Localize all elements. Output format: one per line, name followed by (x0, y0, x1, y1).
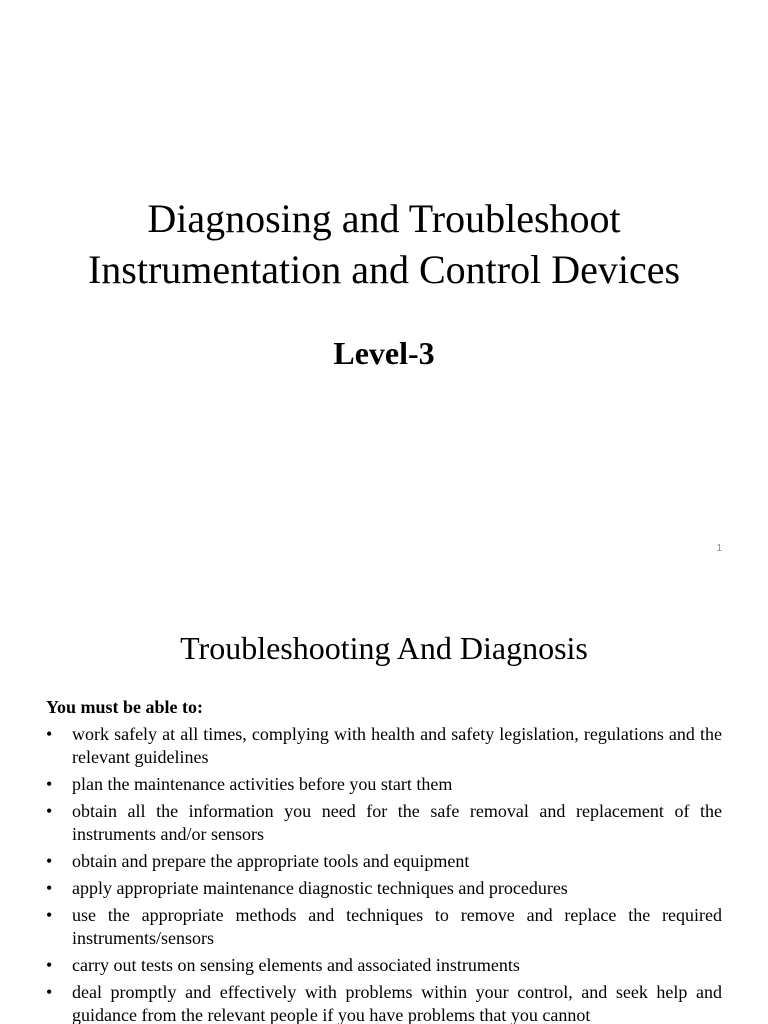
bullet-icon: • (46, 801, 53, 821)
slide-heading: Troubleshooting And Diagnosis (180, 630, 588, 666)
bullet-item (46, 850, 722, 873)
bullet-icon: • (46, 878, 53, 898)
bullet-item (46, 904, 722, 950)
bullet-text: obtain and prepare the appropriate tools and equipment (72, 851, 470, 871)
bullet-list (46, 723, 722, 1024)
bullet-icon: • (46, 851, 53, 871)
slide-content (46, 696, 722, 1024)
bullet-item (46, 981, 722, 1024)
bullet-text: use the appropriate methods and techniques to remove and replace the required instruments/sensors (72, 905, 722, 948)
bullet-icon: • (46, 905, 53, 925)
bullet-icon: • (46, 774, 53, 794)
bullet-item (46, 954, 722, 977)
bullet-text: work safely at all times, complying with health and safety legislation, regulations and the relevant guidelines (72, 724, 722, 767)
bullet-text: obtain all the information you need for the safe removal and replacement of the instruments and/or sensors (72, 801, 722, 844)
slide-title (0, 193, 768, 295)
bullet-item (46, 723, 722, 769)
title-line-1: Diagnosing and Troubleshoot (147, 196, 621, 241)
bullet-text: plan the maintenance activities before you start them (72, 774, 453, 794)
bullet-icon: • (46, 724, 53, 744)
bullet-text: deal promptly and effectively with problems within your control, and seek help and guidance from the relevant people if you have problems that you cannot (72, 982, 722, 1024)
bullet-item (46, 773, 722, 796)
title-line-2: Instrumentation and Control Devices (87, 247, 681, 292)
intro-text: You must be able to: (46, 697, 204, 717)
bullet-item (46, 800, 722, 846)
slide-subtitle: Level-3 (333, 335, 435, 371)
bullet-icon: • (46, 982, 53, 1002)
bullet-text: apply appropriate maintenance diagnostic techniques and procedures (72, 878, 568, 898)
bullet-item (46, 877, 722, 900)
bullet-text: carry out tests on sensing elements and associated instruments (72, 955, 520, 975)
slide-troubleshooting (0, 576, 768, 1024)
bullet-icon: • (46, 955, 53, 975)
page-number: 1 (716, 543, 722, 554)
